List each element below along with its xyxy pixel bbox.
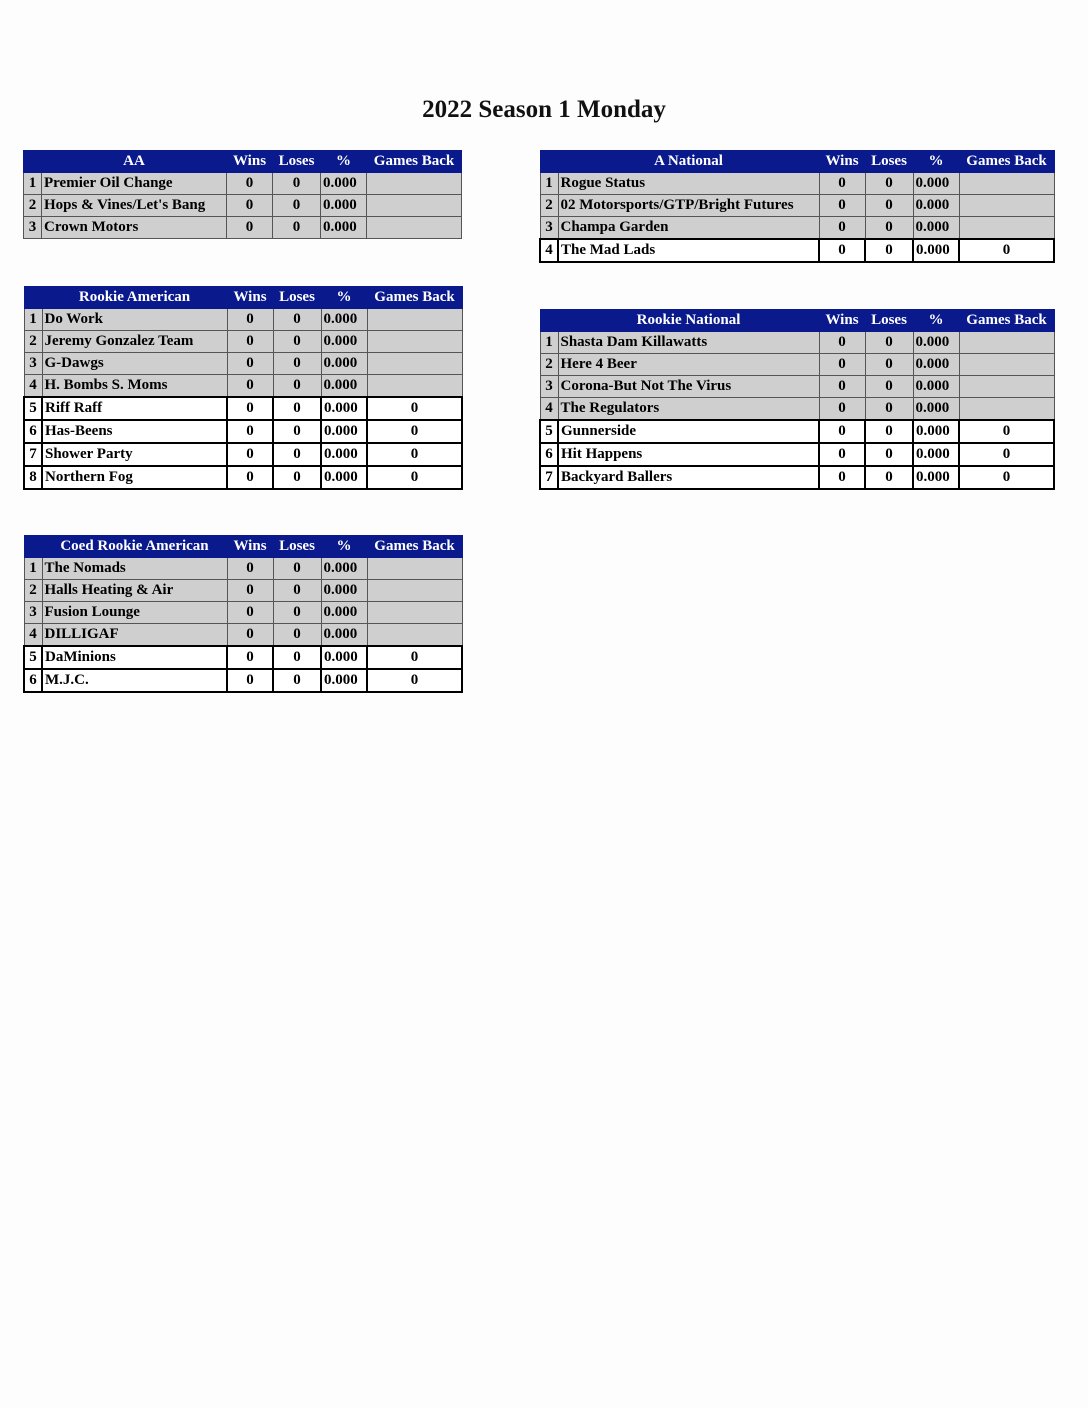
loses-cell: 0: [273, 669, 321, 692]
wins-cell: 0: [819, 443, 865, 466]
loses-cell: 0: [865, 217, 913, 240]
games-back-cell: 0: [367, 466, 462, 489]
standings-table-rookie-american: [23, 286, 463, 490]
games-back-cell: [367, 309, 462, 331]
wins-header: Wins: [819, 151, 865, 173]
games-back-cell: 0: [959, 466, 1054, 489]
table-row: [24, 173, 462, 195]
loses-cell: 0: [865, 332, 913, 354]
loses-cell: 0: [865, 376, 913, 398]
loses-cell: 0: [273, 375, 321, 398]
games-back-cell: [367, 375, 462, 398]
pct-cell: 0.000: [321, 558, 367, 580]
table-row: [540, 173, 1054, 195]
header-row: [24, 536, 462, 558]
loses-cell: 0: [865, 420, 913, 443]
rank-header: [24, 287, 42, 309]
team-name: Crown Motors: [42, 217, 227, 239]
rank-cell: 6: [540, 443, 558, 466]
rank-cell: 2: [24, 195, 42, 217]
pct-header: %: [913, 151, 959, 173]
table-row: [24, 195, 462, 217]
loses-cell: 0: [865, 466, 913, 489]
pct-cell: 0.000: [913, 173, 959, 195]
team-name: Here 4 Beer: [558, 354, 819, 376]
wins-header: Wins: [227, 287, 273, 309]
loses-cell: 0: [865, 173, 913, 195]
division-name: A National: [558, 151, 819, 173]
page-title: 2022 Season 1 Monday: [422, 96, 666, 123]
wins-cell: 0: [227, 397, 273, 420]
games-back-header: Games Back: [367, 151, 462, 173]
wins-cell: 0: [819, 376, 865, 398]
games-back-cell: [367, 558, 462, 580]
loses-cell: 0: [273, 646, 321, 669]
pct-cell: 0.000: [321, 331, 367, 353]
wins-cell: 0: [819, 398, 865, 421]
table-row: [24, 443, 462, 466]
team-name: M.J.C.: [42, 669, 227, 692]
rank-cell: 5: [24, 646, 42, 669]
division-name: Coed Rookie American: [42, 536, 227, 558]
table-row: [24, 624, 462, 647]
pct-cell: 0.000: [321, 669, 367, 692]
rank-cell: 6: [24, 420, 42, 443]
rank-cell: 6: [24, 669, 42, 692]
team-name: Hops & Vines/Let's Bang: [42, 195, 227, 217]
games-back-cell: [367, 580, 462, 602]
wins-cell: 0: [819, 420, 865, 443]
rank-cell: 1: [540, 332, 558, 354]
loses-cell: 0: [273, 466, 321, 489]
games-back-cell: [959, 332, 1054, 354]
games-back-cell: [367, 331, 462, 353]
games-back-cell: [959, 354, 1054, 376]
rank-cell: 1: [24, 309, 42, 331]
team-name: H. Bombs S. Moms: [42, 375, 227, 398]
pct-cell: 0.000: [321, 309, 367, 331]
wins-header: Wins: [227, 536, 273, 558]
rank-cell: 4: [24, 375, 42, 398]
pct-header: %: [321, 151, 367, 173]
wins-cell: 0: [227, 195, 273, 217]
games-back-cell: [367, 602, 462, 624]
loses-cell: 0: [273, 420, 321, 443]
division-name: AA: [42, 151, 227, 173]
standings-table-coed-rookie-american: [23, 535, 463, 693]
wins-cell: 0: [227, 173, 273, 195]
header-row: [24, 287, 462, 309]
wins-header: Wins: [227, 151, 273, 173]
table-row: [24, 375, 462, 398]
loses-header: Loses: [865, 310, 913, 332]
rank-cell: 2: [540, 354, 558, 376]
rank-cell: 3: [540, 376, 558, 398]
wins-cell: 0: [227, 420, 273, 443]
wins-cell: 0: [819, 217, 865, 240]
standings-table-aa: [23, 150, 462, 239]
games-back-cell: 0: [367, 420, 462, 443]
games-back-cell: 0: [367, 443, 462, 466]
team-name: Has-Beens: [42, 420, 227, 443]
table-row: [24, 669, 462, 692]
games-back-cell: [959, 217, 1054, 240]
pct-cell: 0.000: [913, 443, 959, 466]
division-name: Rookie National: [558, 310, 819, 332]
wins-cell: 0: [227, 558, 273, 580]
wins-cell: 0: [819, 466, 865, 489]
table-row: [540, 398, 1054, 421]
games-back-cell: [367, 173, 462, 195]
standings-table-a-national: [539, 150, 1055, 263]
loses-cell: 0: [273, 580, 321, 602]
table-row: [540, 376, 1054, 398]
wins-cell: 0: [819, 332, 865, 354]
pct-cell: 0.000: [321, 624, 367, 647]
rank-cell: 1: [24, 558, 42, 580]
pct-header: %: [913, 310, 959, 332]
games-back-cell: [367, 217, 462, 239]
games-back-header: Games Back: [367, 536, 462, 558]
team-name: Jeremy Gonzalez Team: [42, 331, 227, 353]
wins-cell: 0: [227, 646, 273, 669]
rank-cell: 5: [24, 397, 42, 420]
team-name: Rogue Status: [558, 173, 819, 195]
pct-cell: 0.000: [913, 354, 959, 376]
games-back-cell: [959, 173, 1054, 195]
header-row: [540, 310, 1054, 332]
team-name: Shasta Dam Killawatts: [558, 332, 819, 354]
games-back-cell: 0: [959, 420, 1054, 443]
wins-cell: 0: [227, 669, 273, 692]
loses-cell: 0: [273, 195, 321, 217]
team-name: 02 Motorsports/GTP/Bright Futures: [558, 195, 819, 217]
table-row: [540, 420, 1054, 443]
pct-cell: 0.000: [913, 217, 959, 240]
team-name: The Nomads: [42, 558, 227, 580]
team-name: Do Work: [42, 309, 227, 331]
team-name: G-Dawgs: [42, 353, 227, 375]
standings-table-rookie-national: [539, 309, 1055, 490]
games-back-cell: 0: [367, 669, 462, 692]
pct-cell: 0.000: [321, 195, 367, 217]
pct-cell: 0.000: [321, 353, 367, 375]
table-row: [24, 397, 462, 420]
pct-cell: 0.000: [321, 580, 367, 602]
table-row: [24, 580, 462, 602]
wins-cell: 0: [227, 353, 273, 375]
team-name: The Regulators: [558, 398, 819, 421]
team-name: Corona-But Not The Virus: [558, 376, 819, 398]
team-name: DaMinions: [42, 646, 227, 669]
rank-cell: 1: [24, 173, 42, 195]
games-back-cell: [959, 398, 1054, 421]
team-name: DILLIGAF: [42, 624, 227, 647]
rank-cell: 8: [24, 466, 42, 489]
table-row: [540, 217, 1054, 240]
pct-cell: 0.000: [321, 375, 367, 398]
loses-cell: 0: [865, 398, 913, 421]
games-back-cell: 0: [367, 646, 462, 669]
pct-cell: 0.000: [913, 398, 959, 421]
table-row: [540, 195, 1054, 217]
division-name: Rookie American: [42, 287, 227, 309]
table-row: [540, 443, 1054, 466]
games-back-cell: [959, 195, 1054, 217]
rank-header: [540, 151, 558, 173]
team-name: Premier Oil Change: [42, 173, 227, 195]
team-name: Hit Happens: [558, 443, 819, 466]
pct-cell: 0.000: [321, 443, 367, 466]
loses-cell: 0: [273, 309, 321, 331]
rank-cell: 3: [24, 353, 42, 375]
games-back-header: Games Back: [959, 310, 1054, 332]
rank-cell: 4: [540, 239, 558, 262]
loses-cell: 0: [273, 624, 321, 647]
wins-header: Wins: [819, 310, 865, 332]
header-row: [24, 151, 462, 173]
loses-cell: 0: [273, 443, 321, 466]
loses-cell: 0: [273, 558, 321, 580]
games-back-cell: 0: [959, 239, 1054, 262]
games-back-cell: [367, 624, 462, 647]
loses-cell: 0: [865, 443, 913, 466]
pct-cell: 0.000: [913, 376, 959, 398]
rank-header: [24, 536, 42, 558]
team-name: Shower Party: [42, 443, 227, 466]
rank-header: [24, 151, 42, 173]
pct-cell: 0.000: [913, 420, 959, 443]
table-row: [24, 353, 462, 375]
wins-cell: 0: [227, 443, 273, 466]
team-name: The Mad Lads: [558, 239, 819, 262]
games-back-cell: [367, 195, 462, 217]
table-row: [24, 558, 462, 580]
pct-cell: 0.000: [321, 602, 367, 624]
pct-cell: 0.000: [321, 397, 367, 420]
rank-cell: 1: [540, 173, 558, 195]
table-row: [24, 331, 462, 353]
rank-cell: 3: [540, 217, 558, 240]
team-name: Halls Heating & Air: [42, 580, 227, 602]
pct-cell: 0.000: [913, 195, 959, 217]
rank-cell: 7: [540, 466, 558, 489]
rank-cell: 2: [24, 580, 42, 602]
rank-cell: 7: [24, 443, 42, 466]
loses-header: Loses: [273, 151, 321, 173]
pct-header: %: [321, 536, 367, 558]
pct-cell: 0.000: [321, 466, 367, 489]
team-name: Northern Fog: [42, 466, 227, 489]
loses-cell: 0: [273, 217, 321, 239]
table-row: [540, 466, 1054, 489]
table-row: [540, 239, 1054, 262]
rank-cell: 3: [24, 217, 42, 239]
team-name: Riff Raff: [42, 397, 227, 420]
games-back-cell: [959, 376, 1054, 398]
loses-cell: 0: [865, 239, 913, 262]
wins-cell: 0: [819, 354, 865, 376]
rank-cell: 4: [24, 624, 42, 647]
loses-cell: 0: [273, 602, 321, 624]
games-back-header: Games Back: [959, 151, 1054, 173]
table-row: [540, 354, 1054, 376]
games-back-header: Games Back: [367, 287, 462, 309]
loses-cell: 0: [273, 173, 321, 195]
rank-cell: 3: [24, 602, 42, 624]
loses-cell: 0: [273, 353, 321, 375]
wins-cell: 0: [227, 217, 273, 239]
rank-cell: 2: [540, 195, 558, 217]
pct-cell: 0.000: [913, 332, 959, 354]
pct-cell: 0.000: [321, 420, 367, 443]
wins-cell: 0: [819, 239, 865, 262]
games-back-cell: [367, 353, 462, 375]
table-row: [24, 309, 462, 331]
wins-cell: 0: [227, 602, 273, 624]
table-row: [24, 602, 462, 624]
loses-header: Loses: [865, 151, 913, 173]
games-back-cell: 0: [367, 397, 462, 420]
loses-header: Loses: [273, 536, 321, 558]
table-row: [24, 217, 462, 239]
wins-cell: 0: [819, 195, 865, 217]
rank-header: [540, 310, 558, 332]
wins-cell: 0: [227, 624, 273, 647]
pct-cell: 0.000: [913, 466, 959, 489]
wins-cell: 0: [227, 466, 273, 489]
team-name: Gunnerside: [558, 420, 819, 443]
pct-cell: 0.000: [913, 239, 959, 262]
games-back-cell: 0: [959, 443, 1054, 466]
header-row: [540, 151, 1054, 173]
loses-cell: 0: [273, 397, 321, 420]
table-row: [540, 332, 1054, 354]
wins-cell: 0: [227, 375, 273, 398]
rank-cell: 4: [540, 398, 558, 421]
wins-cell: 0: [227, 331, 273, 353]
pct-cell: 0.000: [321, 646, 367, 669]
team-name: Fusion Lounge: [42, 602, 227, 624]
rank-cell: 5: [540, 420, 558, 443]
table-row: [24, 646, 462, 669]
loses-cell: 0: [865, 195, 913, 217]
rank-cell: 2: [24, 331, 42, 353]
table-row: [24, 420, 462, 443]
wins-cell: 0: [227, 309, 273, 331]
pct-cell: 0.000: [321, 217, 367, 239]
loses-cell: 0: [865, 354, 913, 376]
team-name: Backyard Ballers: [558, 466, 819, 489]
pct-cell: 0.000: [321, 173, 367, 195]
table-row: [24, 466, 462, 489]
pct-header: %: [321, 287, 367, 309]
loses-cell: 0: [273, 331, 321, 353]
wins-cell: 0: [227, 580, 273, 602]
team-name: Champa Garden: [558, 217, 819, 240]
wins-cell: 0: [819, 173, 865, 195]
loses-header: Loses: [273, 287, 321, 309]
